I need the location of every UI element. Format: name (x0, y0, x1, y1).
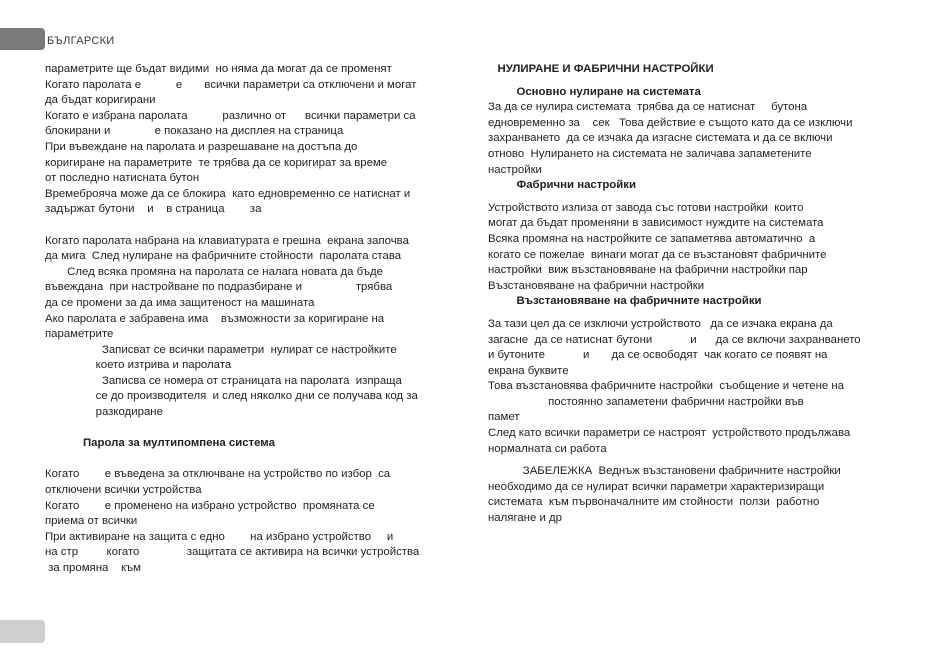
text-line: да бъдат коригирани (45, 94, 156, 107)
right-text-column (488, 62, 908, 527)
text-line: Времеброяча може да се блокира като едновременно се натиснат и (45, 187, 411, 200)
text-line: Записват се всички параметри нулират се настройките (45, 343, 397, 356)
text-line: След всяка промяна на паролата се налага новата да бъде (45, 265, 383, 278)
text-line: се до производителя и след няколко дни се получава код за (45, 390, 418, 403)
page-number-tab (0, 620, 45, 643)
text-line: захранването да се изчака да изгасне системата и да се включи (488, 132, 833, 145)
text-line: отново Нулирането на системата не заличава запаметените (488, 147, 812, 160)
spacer (45, 452, 470, 468)
text-line: нормалната си работа (488, 442, 607, 455)
text-line: настройки (488, 163, 542, 176)
text-line: Устройството излиза от завода със готови настройки които (488, 201, 804, 214)
spacer (45, 421, 470, 437)
text-line: постоянно запаметени фабрични настройки във (488, 395, 804, 408)
text-line: параметрите ще бъдат видими но няма да могат да се променят (45, 63, 392, 75)
text-line: Когато паролата е е всички параметри са отключени и могат (45, 78, 417, 91)
text-line: когато се пожелае винаги могат да се възстановят фабричните (488, 248, 827, 261)
text-line: загасне да се натиснат бутони и да се включи захранването (488, 333, 861, 346)
spacer (488, 194, 908, 201)
text-line: ЗАБЕЛЕЖКА Веднъж възстановени фабричните настройки (488, 465, 841, 478)
text-line: Записва се номера от страницата на паролата изпраща (45, 374, 402, 387)
text-line: Когато паролата набрана на клавиатурата е грешна екрана започва (45, 234, 409, 247)
spacer (488, 457, 908, 464)
language-tab-marker (0, 28, 45, 50)
text-line: да се промени за да има защитеност на машината (45, 296, 315, 309)
text-line: и бутоните и да се освободят чак когато се появят на (488, 349, 828, 362)
text-line: Когато е избрана паролата различно от всички параметри са (45, 109, 416, 122)
text-line: да мига След нулиране на фабричните стойности паролата става (45, 250, 402, 263)
text-line: задържат бутони и в страница за (45, 203, 262, 216)
text-line: Всяка промяна на настройките се запаметява автоматично а (488, 232, 816, 245)
spacer (45, 218, 470, 234)
text-line: При активиране на защита с едно на избрано устройство и (45, 530, 394, 543)
section-heading: Възстановяване на фабричните настройки (488, 295, 762, 308)
text-line: За да се нулира системата трябва да се натиснат бутона (488, 101, 808, 114)
text-line: за промяна към (45, 562, 141, 574)
text-line: Ако паролата е забравена има възможности за коригиране на (45, 312, 385, 325)
text-line: на стр когато защитата се активира на всички устройства (45, 546, 420, 559)
section-heading: Парола за мултипомпена система (45, 437, 275, 450)
spacer (488, 78, 908, 85)
text-line: След като всички параметри се настроят устройството продължава (488, 427, 851, 440)
text-line: За тази цел да се изключи устройството да се изчака екрана да (488, 317, 833, 330)
text-line: могат да бъдат променяни в зависимост нуждите на системата (488, 217, 824, 230)
text-line: параметрите (45, 328, 114, 341)
text-line: блокирани и е показано на дисплея на страница (45, 125, 344, 138)
text-line: Възстановяване на фабрични настройки (488, 279, 705, 292)
text-line: При въвеждане на паролата и разрешаване на достъпа до (45, 140, 358, 153)
text-line: приема от всички (45, 515, 138, 528)
text-line: Това възстановява фабричните настройки съобщение и четене на (488, 380, 844, 393)
left-text-column (45, 62, 470, 577)
text-line: Когато е променено на избрано устройство промяната се (45, 499, 375, 512)
text-line: настройки виж възстановяване на фабрични настройки пар (488, 264, 808, 277)
text-line: разкодиране (45, 406, 163, 419)
text-line: системата към първоначалните им стойности ползи работно (488, 496, 820, 509)
text-line: от последно натисната бутон (45, 172, 200, 185)
text-line: необходимо да се нулират всички параметри характеризиращи (488, 480, 825, 493)
section-heading: НУЛИРАНЕ И ФАБРИЧНИ НАСТРОЙКИ (488, 63, 714, 75)
section-heading: Фабрични настройки (488, 179, 636, 192)
text-line: налягане и др (488, 512, 562, 525)
text-line: което изтрива и паролата (45, 359, 232, 372)
text-line: екрана буквите (488, 364, 569, 377)
text-line: памет (488, 411, 520, 424)
text-line: въвеждана при настройване по подразбиране и трябва (45, 281, 393, 294)
spacer (488, 310, 908, 317)
text-line: Когато е въведена за отключване на устройство по избор са (45, 468, 391, 481)
language-label: БЪЛГАРСКИ (47, 35, 115, 47)
text-line: едновременно за сек Това действие е същото като да се изключи (488, 116, 853, 129)
text-line: коригиране на параметрите те трябва да се коригират за време (45, 156, 388, 169)
text-line: отключени всички устройства (45, 484, 202, 497)
section-heading: Основно нулиране на системата (488, 85, 701, 98)
